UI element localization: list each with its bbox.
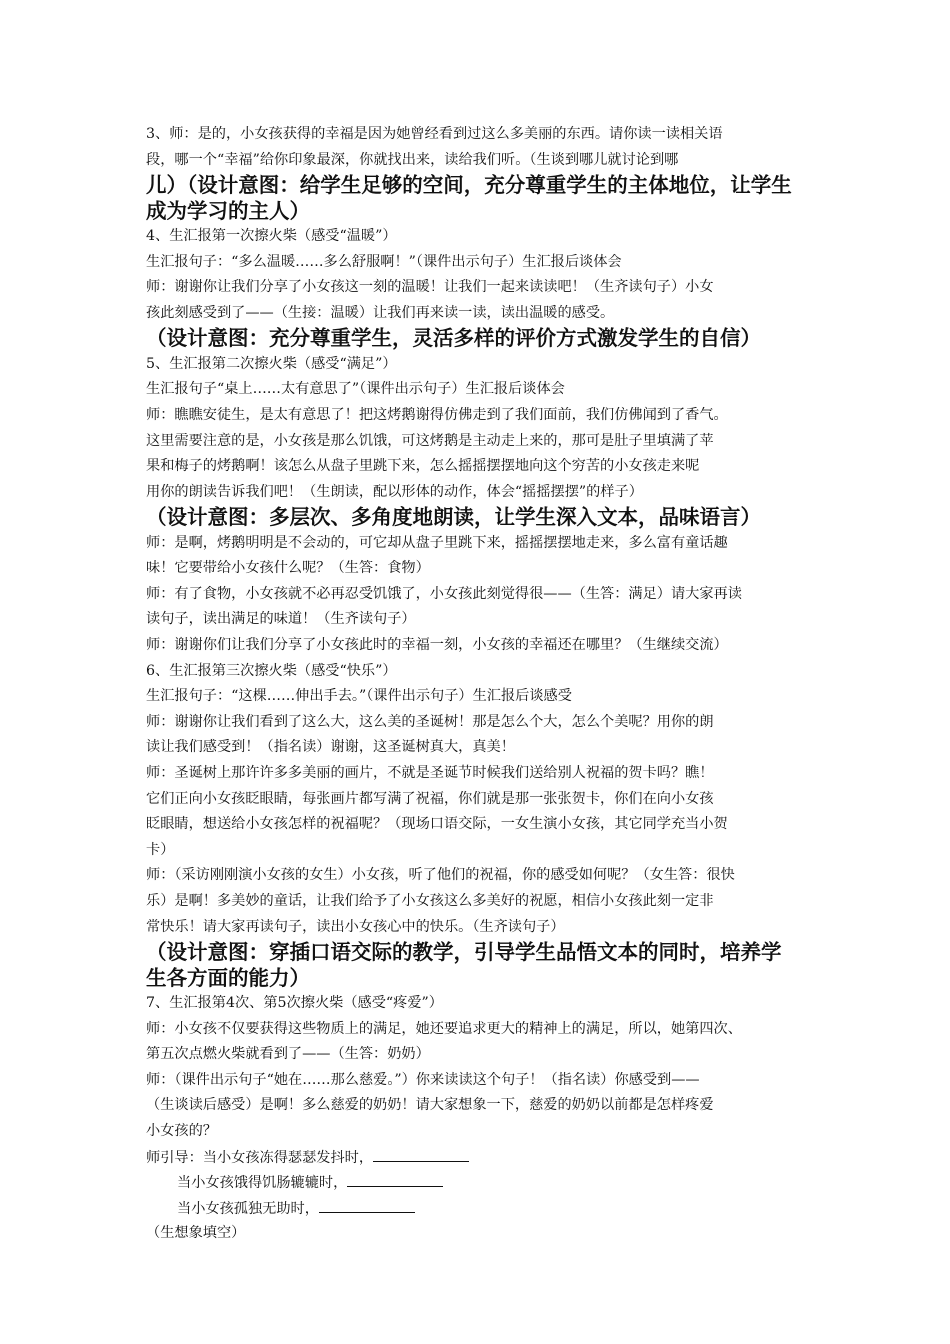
text-line: 师：瞧瞧安徒生，是太有意思了！把这烤鹅谢得仿佛走到了我们面前，我们仿佛闻到了香气。 (146, 406, 728, 423)
text-line: 4、生汇报第一次擦火柴（感受“温暖”） (146, 227, 397, 244)
text-line: 生汇报句子：“多么温暖……多么舒服啊！”（课件出示句子）生汇报后谈体会 (146, 253, 622, 270)
text-line: 7、生汇报第4次、第5次擦火柴（感受“疼爱”） (146, 994, 443, 1011)
text-line: 它们正向小女孩眨眼睛，每张画片都写满了祝福，你们就是那一张张贺卡，你们在向小女孩 (146, 790, 714, 807)
design-intent-line: 成为学习的主人） (146, 198, 310, 223)
design-intent-line: （设计意图：多层次、多角度地朗读，让学生深入文本，品味语言） (146, 505, 761, 530)
text-line: 乐）是啊！多美妙的童话，让我们给予了小女孩这么多美好的祝愿，相信小女孩此刻一定非 (146, 893, 714, 909)
text-line: 孩此刻感受到了——（生接：温暖）让我们再来读一读，读出温暖的感受。 (146, 304, 615, 321)
text-line: 师：（采访刚刚演小女孩的女生）小女孩，听了他们的祝福，你的感受如何呢？（女生答：很快 (146, 867, 735, 884)
text-line: 果和梅子的烤鹅啊！该怎么从盘子里跳下来，怎么摇摇摆摆地向这个穷苦的小女孩走来呢 (146, 458, 700, 475)
text-line: 师：有了食物，小女孩就不必再忍受饥饿了，小女孩此刻觉得很——（生答：满足）请大家再读 (146, 585, 742, 602)
fill-in-line (146, 1170, 810, 1196)
design-intent-line: （设计意图：充分尊重学生，灵活多样的评价方式激发学生的自信） (146, 326, 761, 351)
text-line: 师：谢谢你让我们分享了小女孩这一刻的温暖！让我们一起来读读吧！（生齐读句子）小女 (146, 279, 714, 296)
text-line: 师：（课件出示句子“她在……那么慈爱。”）你来读读这个句子！（指名读）你感受到—— (146, 1071, 700, 1088)
text-line: 味！它要带给小女孩什么呢？（生答：食物） (146, 560, 430, 577)
text-line: 师：谢谢你们让我们分享了小女孩此时的幸福一刻，小女孩的幸福还在哪里？（生继续交流） (146, 637, 728, 654)
fill-in-blank (347, 1170, 443, 1187)
text-line: 生汇报句子：“这棵……伸出手去。”（课件出示句子）生汇报后谈感受 (146, 688, 572, 705)
text-line: 5、生汇报第二次擦火柴（感受“满足”） (146, 355, 397, 372)
text-line: 3、师：是的，小女孩获得的幸福是因为她曾经看到过这么多美丽的东西。请你读一读相关语 (146, 126, 723, 142)
text-line: 眨眼睛，想送给小女孩怎样的祝福呢？（现场口语交际，一女生演小女孩，其它同学充当小贺 (146, 816, 728, 833)
document-body (146, 122, 810, 1247)
text-line: 生汇报句子“桌上……太有意思了”（课件出示句子）生汇报后谈体会 (146, 381, 565, 398)
fill-in-line (146, 1196, 810, 1222)
fill-in-blank (373, 1145, 469, 1162)
text-line: 师：小女孩不仅要获得这些物质上的满足，她还要追求更大的精神上的满足，所以，她第四次、 (146, 1020, 742, 1037)
text-line: 小女孩的？ (146, 1122, 217, 1139)
text-line: 用你的朗读告诉我们吧！（生朗读，配以形体的动作，体会“摇摇摆摆”的样子） (146, 483, 643, 500)
text-line: 师：谢谢你让我们看到了这么大，这么美的圣诞树！那是怎么个大，怎么个美呢？用你的朗 (146, 713, 714, 730)
text-line: 读让我们感受到！（指名读）谢谢，这圣诞树真大，真美！ (146, 739, 515, 756)
text-line: 常快乐！请大家再读句子，读出小女孩心中的快乐。（生齐读句子） (146, 918, 565, 935)
design-intent-line: （设计意图：穿插口语交际的教学，引导学生品悟文本的同时，培养学 (146, 940, 782, 965)
design-intent-line: 生各方面的能力） (146, 965, 310, 990)
fill-in-prompt: 师引导：当小女孩冻得瑟瑟发抖时， (146, 1149, 374, 1166)
text-line: （生想象填空） (146, 1225, 246, 1242)
fill-in-line (146, 1145, 810, 1171)
design-intent-line: 儿）（设计意图：给学生足够的空间，充分尊重学生的主体地位，让学生 (146, 173, 792, 198)
text-line: 这里需要注意的是，小女孩是那么饥饿，可这烤鹅是主动走上来的，那可是肚子里填满了苹 (146, 432, 714, 449)
text-line: 6、生汇报第三次擦火柴（感受“快乐”） (146, 662, 397, 679)
text-line: 卡） (146, 841, 175, 858)
fill-in-prompt: 当小女孩孤独无助时， (177, 1200, 319, 1217)
fill-in-blank (319, 1196, 415, 1213)
text-line: （生谈读后感受）是啊！多么慈爱的奶奶！请大家想象一下，慈爱的奶奶以前都是怎样疼爱 (146, 1097, 714, 1114)
fill-in-prompt: 当小女孩饿得饥肠辘辘时， (177, 1175, 348, 1192)
text-line: 段，哪一个“幸福”给你印象最深，你就找出来，读给我们听。（生谈到哪儿就讨论到哪 (146, 151, 679, 168)
text-line: 师：圣诞树上那许许多多美丽的画片，不就是圣诞节时候我们送给别人祝福的贺卡吗？瞧！ (146, 765, 714, 782)
text-line: 第五次点燃火柴就看到了——（生答：奶奶） (146, 1046, 430, 1063)
text-line: 师：是啊，烤鹅明明是不会动的，可它却从盘子里跳下来，摇摇摆摆地走来，多么富有童话趣 (146, 534, 728, 551)
text-line: 读句子，读出满足的味道！（生齐读句子） (146, 611, 416, 628)
